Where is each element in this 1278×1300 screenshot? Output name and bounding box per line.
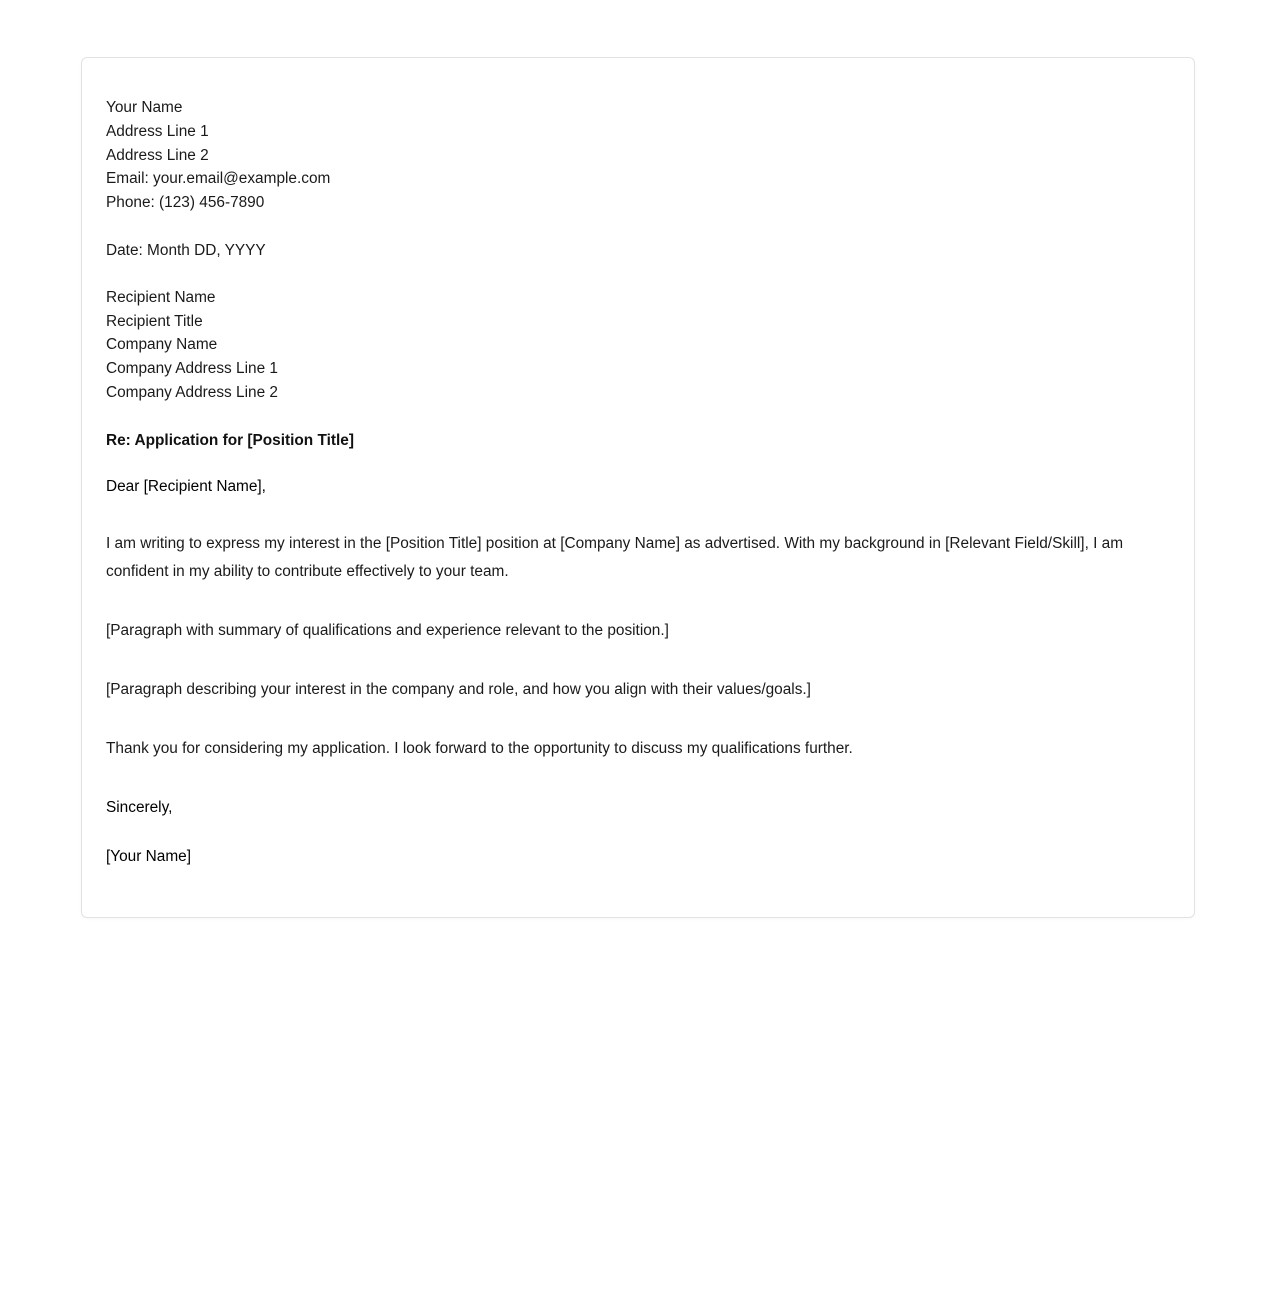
signature-line: [Your Name] bbox=[106, 848, 191, 866]
sender-address-line-1: Address Line 1 bbox=[106, 122, 209, 140]
sender-address-block bbox=[106, 96, 1148, 215]
closing-line: Sincerely, bbox=[106, 799, 173, 817]
recipient-address-block bbox=[106, 286, 1148, 405]
sender-phone: Phone: (123) 456-7890 bbox=[106, 194, 265, 212]
sender-name: Your Name bbox=[106, 99, 183, 116]
subject-line: Re: Application for [Position Title] bbox=[106, 431, 354, 449]
sender-address-line-2: Address Line 2 bbox=[106, 146, 209, 164]
recipient-company: Company Name bbox=[106, 336, 218, 354]
cover-letter-card bbox=[81, 57, 1195, 918]
recipient-title: Recipient Title bbox=[106, 312, 203, 330]
sender-email: Email: your.email@example.com bbox=[106, 170, 331, 188]
date-line: Date: Month DD, YYYY bbox=[106, 241, 266, 259]
body-paragraph-4: Thank you for considering my application. I look forward to the opportunity to discuss my qualifications further. bbox=[106, 740, 853, 758]
date-block bbox=[106, 239, 1148, 263]
salutation: Dear [Recipient Name], bbox=[106, 477, 266, 495]
spacer-after-date bbox=[106, 263, 1148, 286]
recipient-address-line-2: Company Address Line 2 bbox=[106, 383, 278, 401]
cover-letter-body bbox=[82, 58, 1194, 909]
body-paragraph-1: I am writing to express my interest in the [Position Title] position at [Company Name] as advertised. With my background in [Relevant Field/Skill], I am confident in my ability to contribute effectively to your team. bbox=[106, 535, 1124, 581]
body-paragraph-2: [Paragraph with summary of qualifications and experience relevant to the position.] bbox=[106, 622, 669, 640]
spacer-after-sender bbox=[106, 215, 1148, 239]
recipient-address-line-1: Company Address Line 1 bbox=[106, 360, 278, 378]
body-paragraph-3: [Paragraph describing your interest in the company and role, and how you align with their values/goals.] bbox=[106, 681, 811, 699]
recipient-name: Recipient Name bbox=[106, 288, 216, 306]
